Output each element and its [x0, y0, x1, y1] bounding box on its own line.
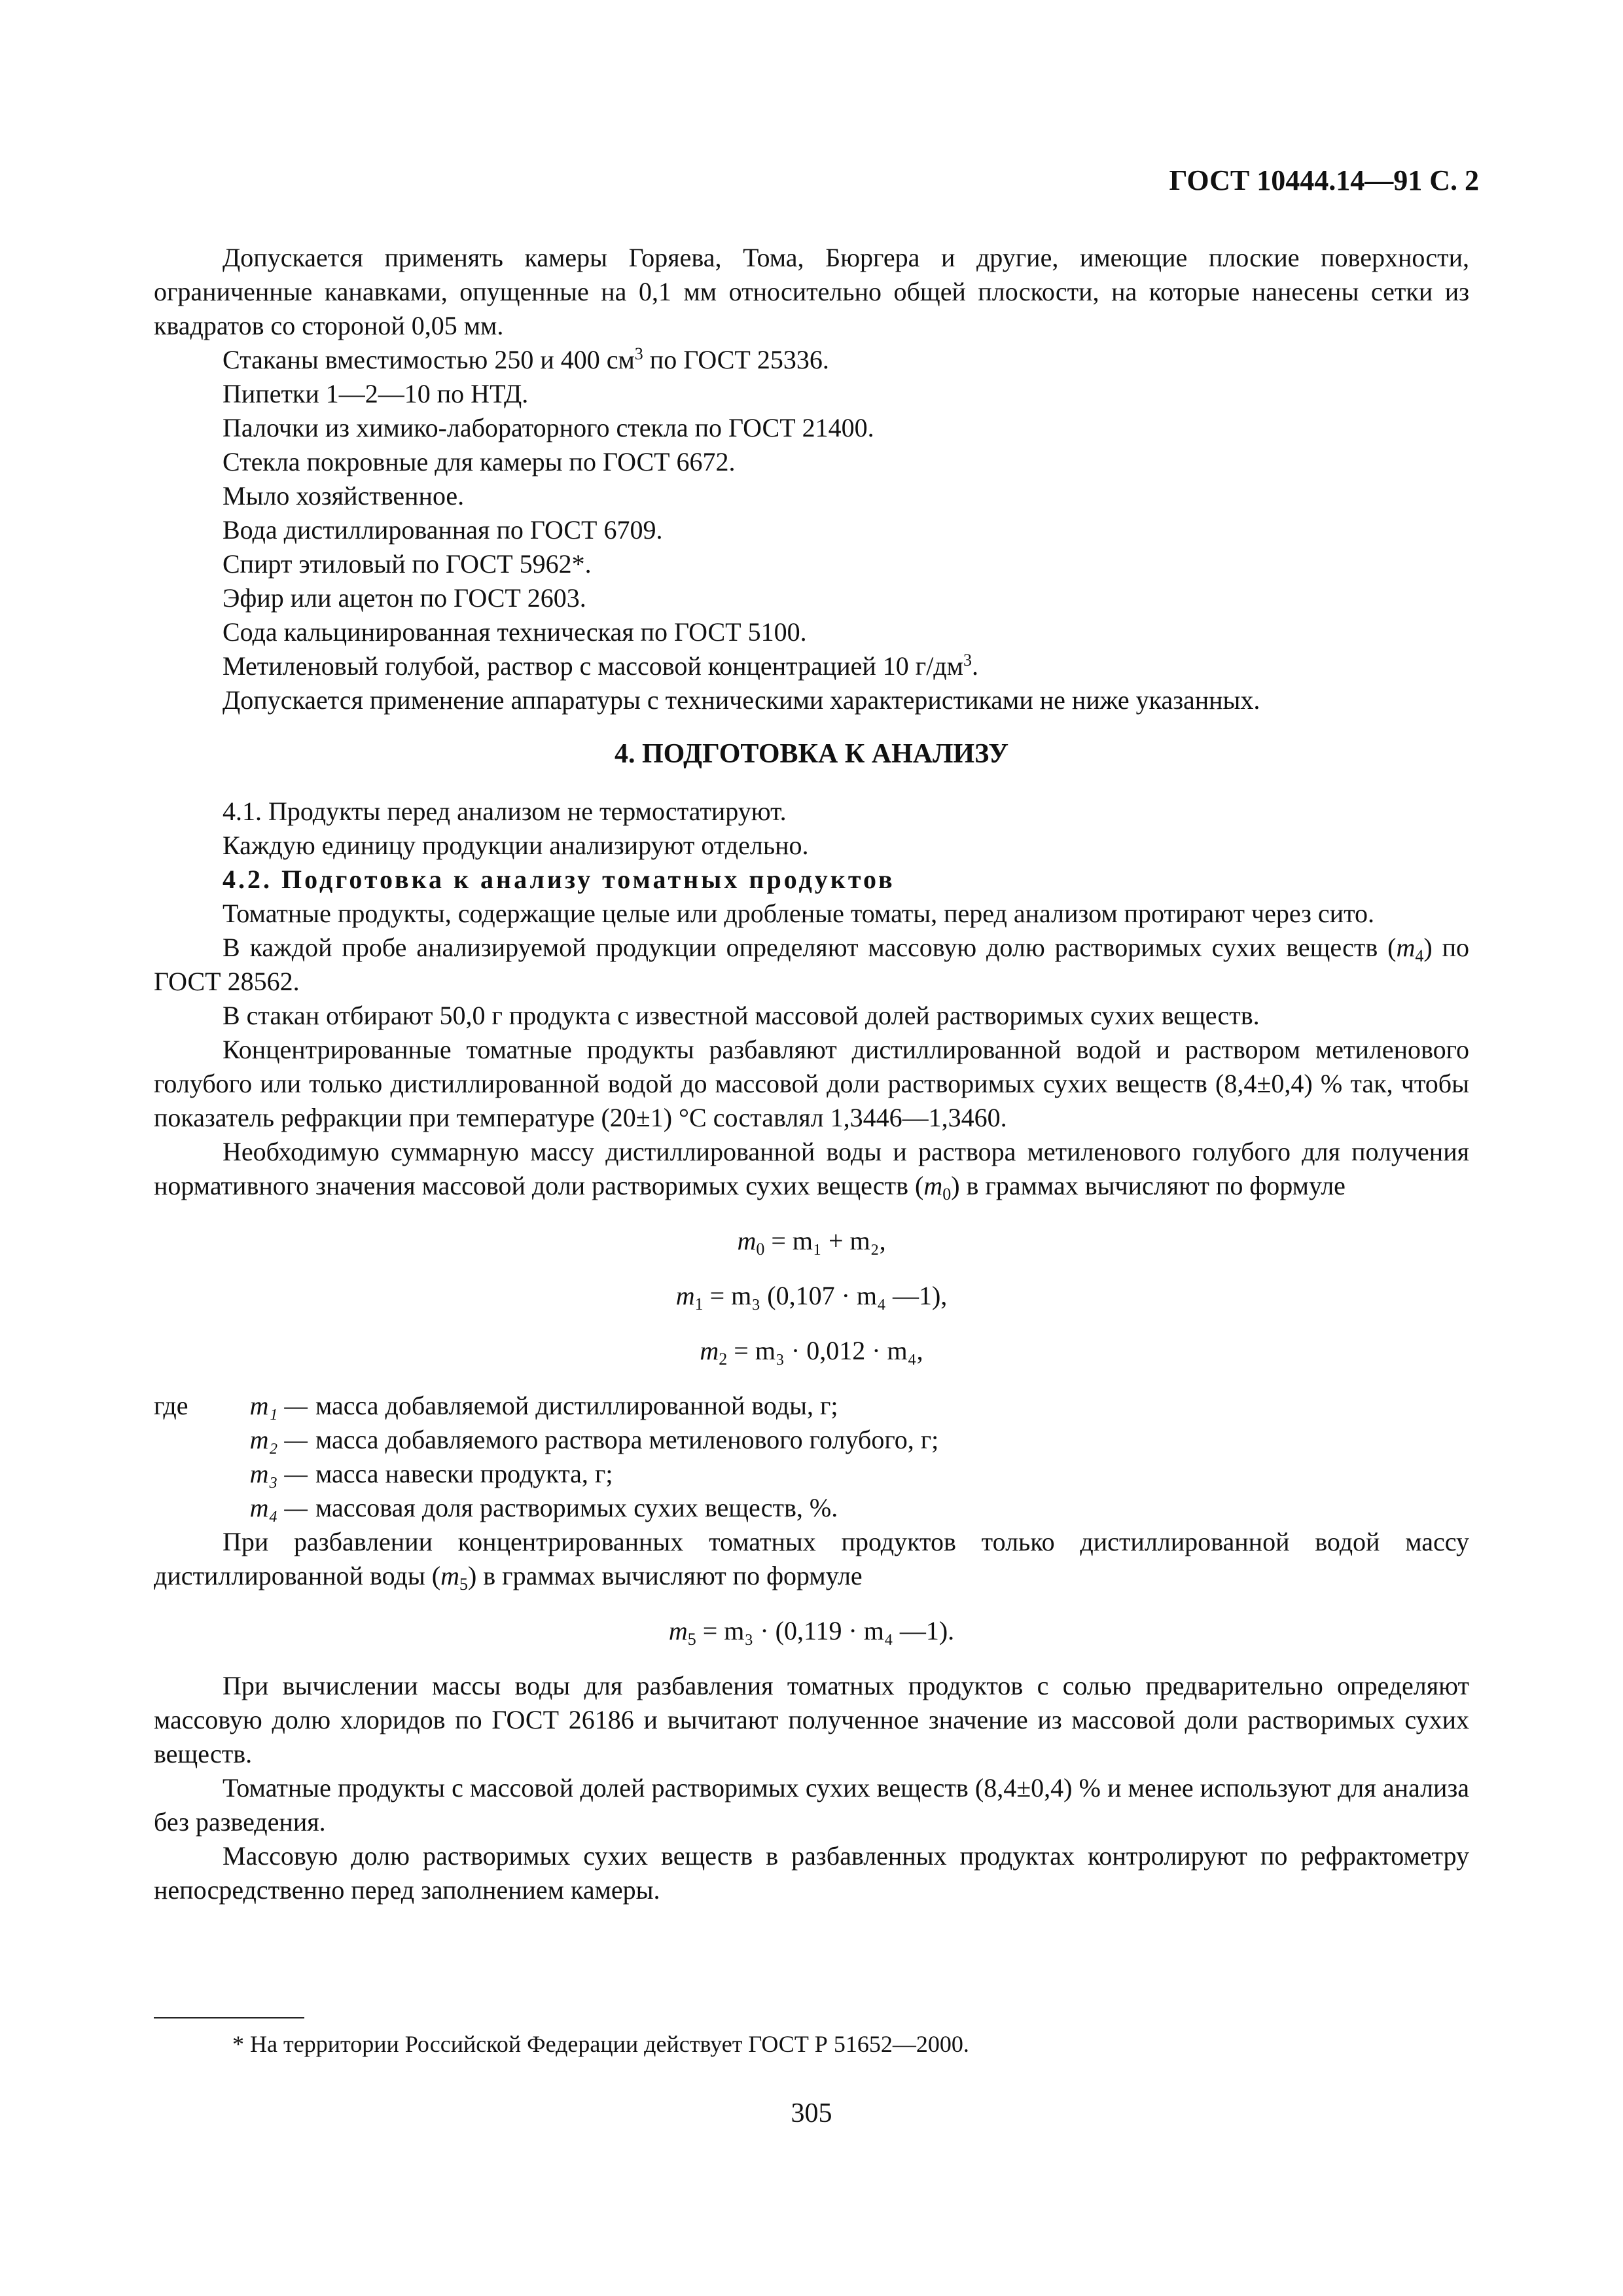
- where-lead-spacer: [154, 1457, 216, 1491]
- paragraph-alcohol: Спирт этиловый по ГОСТ 5962*.: [223, 549, 592, 579]
- text-span: .: [971, 651, 978, 681]
- formula-m0: [154, 1224, 1469, 1258]
- paragraph-mass-formula: [154, 1135, 1469, 1203]
- where-lead-spacer: [154, 1491, 216, 1525]
- formula-rhs: = m₁ + m₂,: [771, 1226, 886, 1255]
- paragraph-beakers: [154, 343, 1469, 377]
- math-var: m: [675, 1281, 695, 1310]
- formula-rhs: = m₃ · 0,012 · m₄,: [734, 1336, 923, 1365]
- formula-m1: [154, 1279, 1469, 1313]
- subscript: 4: [1415, 946, 1424, 965]
- paragraph-water: Вода дистиллированная по ГОСТ 6709.: [223, 515, 663, 545]
- paragraph-salt: При вычислении массы воды для разбавления томатных продуктов с солью предварительно определяют массовую долю хлоридов по ГОСТ 26186 и вычитают полученное значение из массовой доли растворимых сухих веществ.: [154, 1671, 1469, 1768]
- math-var: m: [700, 1336, 719, 1365]
- text-span: по ГОСТ 25336.: [643, 345, 829, 374]
- where-lead: где: [154, 1391, 188, 1420]
- formula-m5: [154, 1614, 1469, 1648]
- paragraph-4-1: 4.1. Продукты перед анализом не термостатируют.: [223, 797, 787, 826]
- subscript: 2: [719, 1350, 728, 1369]
- paragraph-m4: [154, 931, 1469, 999]
- subscript: 0: [756, 1240, 765, 1259]
- body-text: [154, 241, 1469, 1907]
- paragraph-soap: Мыло хозяйственное.: [223, 481, 465, 511]
- subscript: 1: [694, 1295, 704, 1314]
- where-symbol: m₂ —: [249, 1425, 308, 1454]
- where-text: массовая доля растворимых сухих веществ, %.: [315, 1493, 838, 1522]
- paragraph-sieve: Томатные продукты, содержащие целые или дробленые томаты, перед анализом протирают через сито.: [223, 899, 1375, 928]
- formula-rhs: = m₃ · (0,119 · m₄ —1).: [702, 1616, 955, 1645]
- paragraph-no-dilution: Томатные продукты с массовой долей растворимых сухих веществ (8,4±0,4) % и менее используют для анализа без разведения.: [154, 1773, 1469, 1837]
- paragraph-sample: В стакан отбирают 50,0 г продукта с известной массовой долей растворимых сухих веществ.: [223, 1001, 1260, 1030]
- text-span: ) по ГОСТ 28562.: [154, 933, 1469, 996]
- math-var: m: [737, 1226, 757, 1255]
- math-var: m: [668, 1616, 688, 1645]
- text-span: Необходимую суммарную массу дистиллированной воды и раствора метиленового голубого для получения нормативного значения массовой доли растворимых сухих веществ (: [154, 1137, 1469, 1200]
- page-number: 305: [791, 2098, 832, 2128]
- superscript: 3: [963, 651, 972, 670]
- paragraph-soda: Сода кальцинированная техническая по ГОСТ 5100.: [223, 617, 807, 647]
- where-lead-spacer: [154, 1423, 216, 1457]
- where-symbol: m₄ —: [249, 1493, 308, 1522]
- text-span: Метиленовый голубой, раствор с массовой концентрацией 10 г/дм: [223, 651, 963, 681]
- where-row: [154, 1457, 1469, 1491]
- superscript: 3: [634, 344, 643, 363]
- paragraph-equipment: Допускается применение аппаратуры с техническими характеристиками не ниже указанных.: [223, 685, 1260, 715]
- text-span: Стаканы вместимостью 250 и 400 см: [223, 345, 635, 374]
- footnote-divider: [154, 2017, 304, 2018]
- paragraph-sticks: Палочки из химико-лабораторного стекла по ГОСТ 21400.: [223, 413, 874, 442]
- math-var: m: [923, 1171, 943, 1200]
- paragraph-chambers: Допускается применять камеры Горяева, Тома, Бюргера и другие, имеющие плоские поверхности, ограниченные канавками, опущенные на 0,1 мм относительно общей плоскости, на которые нанесены сетки из квадратов со стороной 0,05 мм.: [154, 243, 1469, 340]
- paragraph-refractometer: Массовую долю растворимых сухих веществ в разбавленных продуктах контролируют по рефрактометру непосредственно перед заполнением камеры.: [154, 1841, 1469, 1905]
- subscript: 0: [942, 1185, 952, 1204]
- formula-m2: [154, 1334, 1469, 1368]
- paragraph-methylene-blue: [154, 649, 1469, 683]
- where-row: [154, 1423, 1469, 1457]
- footnote: * На территории Российской Федерации действует ГОСТ Р 51652—2000.: [232, 2031, 969, 2057]
- subscript: 5: [459, 1575, 468, 1594]
- where-text: масса добавляемого раствора метиленового голубого, г;: [315, 1425, 939, 1454]
- subscript: 5: [687, 1630, 696, 1649]
- paragraph-m5: [154, 1525, 1469, 1593]
- math-var: m: [1396, 933, 1416, 962]
- paragraph-dilute: Концентрированные томатные продукты разбавляют дистиллированной водой и раствором метиленового голубого или только дистиллированной водой до массовой доли растворимых сухих веществ (8,4±0,4) % так, чтобы показатель рефракции при температуре (20±1) °С составлял 1,3446—1,3460.: [154, 1035, 1469, 1132]
- text-span: При разбавлении концентрированных томатных продуктов только дистиллированной водой массу дистиллированной воды (: [154, 1527, 1469, 1590]
- paragraph-ether: Эфир или ацетон по ГОСТ 2603.: [223, 583, 586, 613]
- where-text: масса добавляемой дистиллированной воды, г;: [315, 1391, 838, 1420]
- paragraph-cover-glass: Стекла покровные для камеры по ГОСТ 6672.: [223, 447, 736, 476]
- section-title: 4. ПОДГОТОВКА К АНАЛИЗУ: [614, 739, 1009, 769]
- math-var: m: [440, 1561, 459, 1590]
- paragraph-each-unit: Каждую единицу продукции анализируют отдельно.: [223, 831, 809, 860]
- paragraph-pipettes: Пипетки 1—2—10 по НТД.: [223, 379, 529, 408]
- where-symbol: m₃ —: [249, 1459, 308, 1488]
- where-symbol: m₁ —: [249, 1391, 308, 1420]
- formula-rhs: = m₃ (0,107 · m₄ —1),: [709, 1281, 948, 1310]
- text-span: ) в граммах вычисляют по формуле: [467, 1561, 863, 1590]
- text-span: ) в граммах вычисляют по формуле: [951, 1171, 1346, 1200]
- where-text: масса навески продукта, г;: [315, 1459, 613, 1488]
- text-span: В каждой пробе анализируемой продукции определяют массовую долю растворимых сухих веществ (: [223, 933, 1397, 962]
- where-row: [154, 1389, 1469, 1423]
- document-header: ГОСТ 10444.14—91 С. 2: [1169, 164, 1479, 196]
- where-row: [154, 1491, 1469, 1525]
- subsection-title: 4.2. Подготовка к анализу томатных продуктов: [223, 865, 895, 894]
